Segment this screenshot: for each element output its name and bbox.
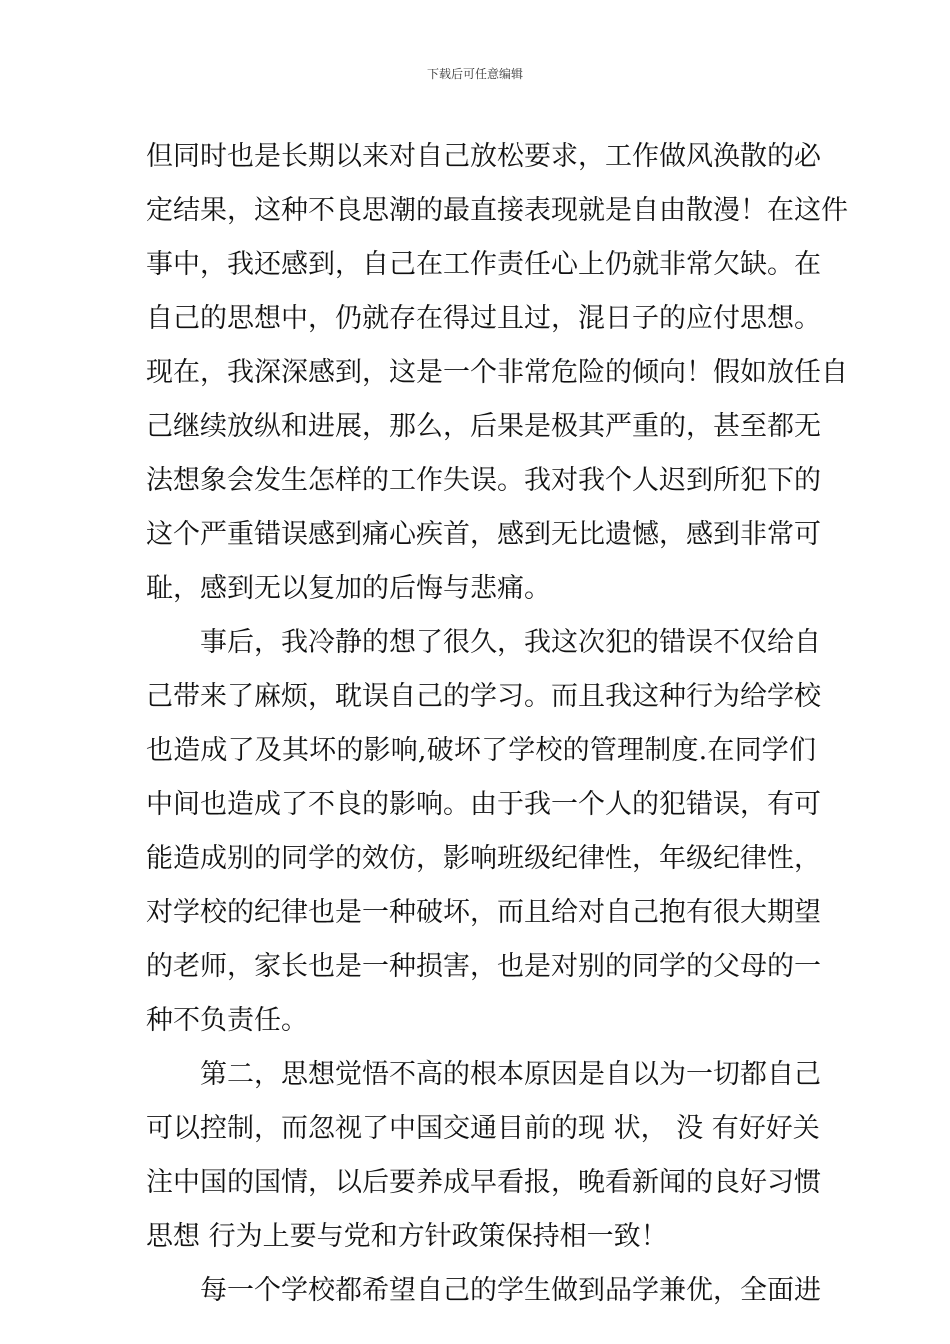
text-line: 己带来了麻烦，耽误自己的学习。而且我这种行为给学校	[146, 681, 821, 712]
text-line: 定结果，这种不良思潮的最直接表现就是自由散漫！在这件	[146, 195, 848, 226]
text-line: 也造成了及其坏的影响,破坏了学校的管理制度.在同学们	[146, 735, 816, 766]
text-line: 这个严重错误感到痛心疾首，感到无比遗憾，感到非常可	[146, 519, 821, 550]
text-line: 己继续放纵和进展，那么，后果是极其严重的，甚至都无	[146, 411, 821, 442]
text-line: 事中，我还感到，自己在工作责任心上仍就非常欠缺。在	[146, 249, 821, 280]
text-line: 注中国的国情，以后要养成早看报，晚看新闻的良好习惯	[146, 1167, 821, 1198]
text-line: 可以控制，而忽视了中国交通目前的现 状， 没 有好好关	[146, 1113, 820, 1144]
text-line: 能造成别的同学的效仿，影响班级纪律性，年级纪律性，	[146, 843, 821, 874]
text-line: 中间也造成了不良的影响。由于我一个人的犯错误，有可	[146, 789, 821, 820]
text-line: 思想 行为上要与党和方针政策保持相一致！	[146, 1221, 668, 1252]
paragraph-start-line: 第二，思想觉悟不高的根本原因是自以为一切都自己	[200, 1059, 821, 1090]
text-line: 耻，感到无以复加的后悔与悲痛。	[146, 573, 551, 604]
text-line: 对学校的纪律也是一种破坏，而且给对自己抱有很大期望	[146, 897, 821, 928]
text-line: 种不负责任。	[146, 1005, 308, 1036]
text-line: 的老师，家长也是一种损害，也是对别的同学的父母的一	[146, 951, 821, 982]
page-header: 下载后可任意编辑	[426, 67, 523, 81]
paragraph-start-line: 每一个学校都希望自己的学生做到品学兼优，全面进	[200, 1275, 821, 1306]
text-line: 自己的思想中，仍就存在得过且过，混日子的应付思想。	[146, 303, 821, 334]
text-line: 法想象会发生怎样的工作失误。我对我个人迟到所犯下的	[146, 465, 821, 496]
paragraph-start-line: 事后，我冷静的想了很久，我这次犯的错误不仅给自	[200, 627, 821, 658]
body-text	[146, 130, 848, 1318]
text-line: 但同时也是长期以来对自己放松要求，工作做风涣散的必	[146, 141, 821, 172]
text-line: 现在，我深深感到，这是一个非常危险的倾向！假如放任自	[146, 357, 848, 388]
